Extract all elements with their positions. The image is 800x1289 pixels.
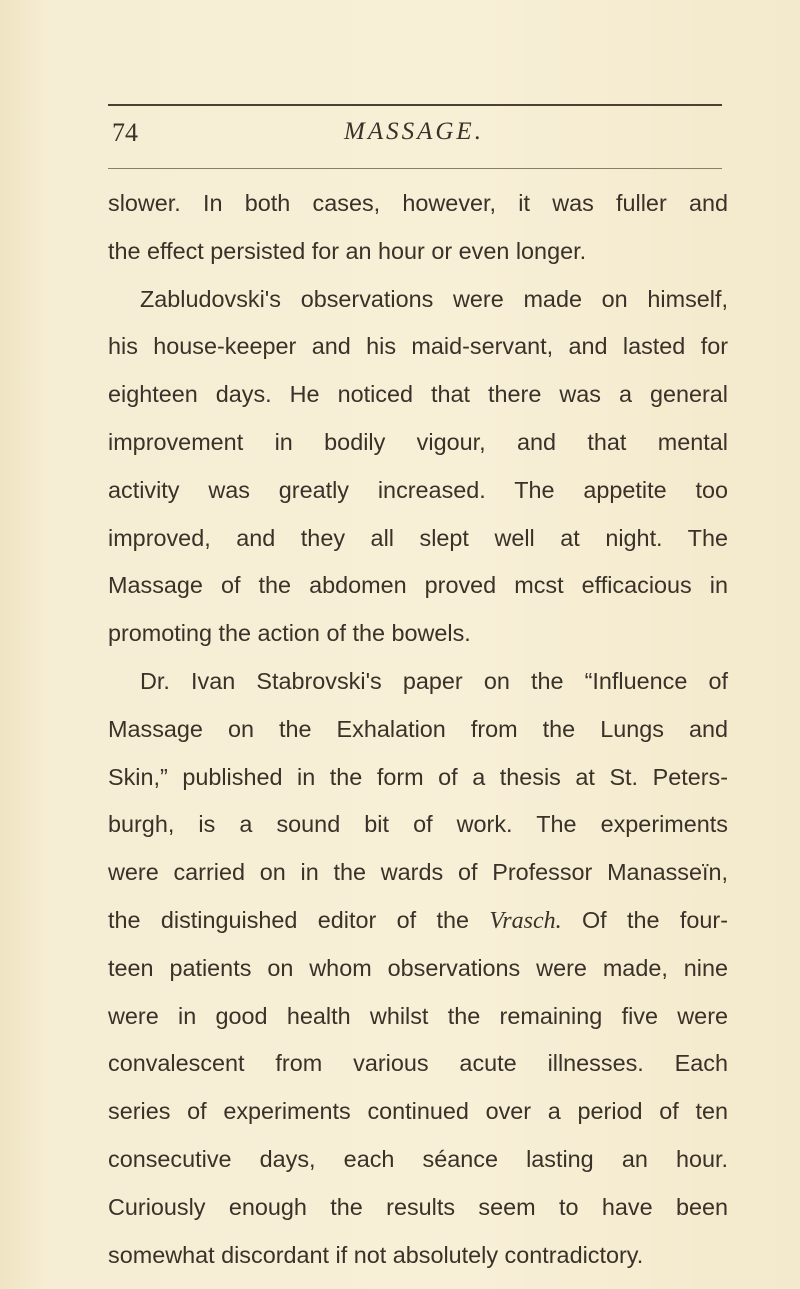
text-line: slower. In both cases, however, it was fuller and [108,190,728,216]
text-line: were in good health whilst the remaining five were [108,1002,728,1029]
page-header [108,118,728,154]
text-line: improvement in bodily vigour, and that mental [108,428,728,455]
header-top-rule [108,104,722,106]
text-line: burgh, is a sound bit of work. The experiments [108,811,728,838]
text-line: convalescent from various acute illnesses. Each [108,1050,728,1077]
text-line: promoting the action of the bowels. [108,620,471,647]
text-line-with-italic [108,897,728,945]
text-line: Curiously enough the results seem to have been [108,1193,728,1220]
text-line: his house-keeper and his maid-servant, and lasted for [108,333,728,360]
text-line: teen patients on whom observations were made, nine [108,954,728,981]
text-line: consecutive days, each séance lasting an hour. [108,1145,728,1172]
header-bottom-rule [108,168,722,169]
text-segment: the distinguished editor of the [108,906,490,933]
text-line: Skin,” published in the form of a thesis at St. Peters- [108,763,728,790]
text-line: series of experiments continued over a period of ten [108,1098,728,1125]
text-line: Massage on the Exhalation from the Lungs and [108,715,728,742]
text-line: somewhat discordant if not absolutely contradictory. [108,1241,644,1268]
text-line: Massage of the abdomen proved mcst efficacious in [108,572,728,599]
page-number: 74 [112,118,138,147]
text-line: were carried on in the wards of Professor Manasseïn, [108,859,728,886]
text-line: Zabludovski's observations were made on himself, [140,285,728,312]
running-head: MASSAGE. [344,118,484,145]
text-line: Dr. Ivan Stabrovski's paper on the “Influence of [140,667,728,694]
text-line: improved, and they all slept well at night. The [108,524,728,551]
text-segment: Of the four- [561,906,728,933]
text-line: the effect persisted for an hour or even longer. [108,237,587,264]
journal-title: Vrasch. [489,907,562,934]
text-line: activity was greatly increased. The appetite too [108,476,728,503]
body-text [108,180,728,1279]
text-line: eighteen days. He noticed that there was a general [108,381,728,408]
